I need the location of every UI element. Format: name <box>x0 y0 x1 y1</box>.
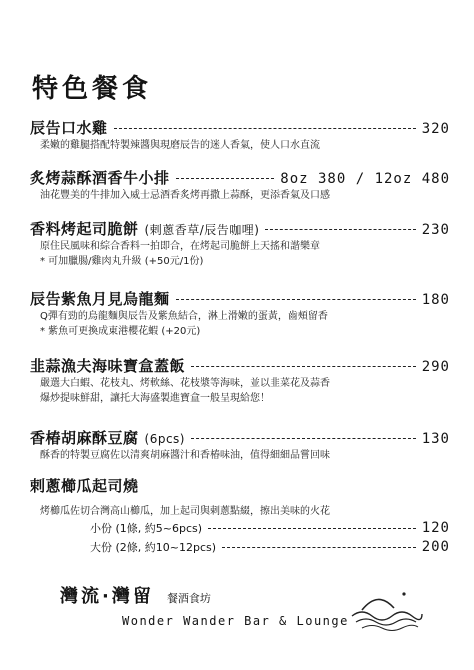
size-option <box>90 519 450 538</box>
menu-item <box>30 475 450 557</box>
menu-item-note: (剌蔥香草/辰告咖哩) <box>144 223 260 237</box>
menu-item-price: 230 <box>421 222 450 238</box>
brand-name: 灣流·灣留 <box>60 586 154 607</box>
size-price: 200 <box>421 539 450 555</box>
menu-item-title: 香椿胡麻酥豆腐 <box>30 429 139 447</box>
dotted-leader <box>222 547 416 548</box>
size-option <box>90 538 450 557</box>
menu-item-desc: * 可加臘腸/雞肉丸升級 (+50元/1份) <box>40 256 204 267</box>
brand-subtitle: 餐酒食坊 <box>166 592 211 605</box>
menu-item <box>30 288 450 339</box>
menu-item-price: 320 <box>421 121 450 137</box>
dotted-leader <box>208 528 416 529</box>
menu-item-row <box>30 355 450 376</box>
menu-item-row <box>30 167 450 188</box>
menu-item-desc: 烤櫛瓜佐切合灣高山櫛瓜，加上起司與剌蔥點綴，擦出美味的火花 <box>40 506 330 517</box>
dotted-leader <box>191 438 416 439</box>
menu-item-desc: 原住民風味和綜合香料一拍即合，在烤起司脆餅上天搖和諧樂章 <box>40 241 320 252</box>
menu-item-desc: * 紫魚可更換成東港櫻花蝦 (+20元) <box>40 326 201 337</box>
menu-item-desc: 柔嫩的雞腿搭配特製辣醬與現磨辰告的迷人香氣，使人口水直流 <box>40 140 320 151</box>
menu-item-name: 韭蒜漁夫海味寶盒蓋飯 <box>30 357 186 375</box>
menu-item-name: 炙烤蒜酥酒香牛小排 <box>30 169 170 187</box>
menu-item-desc: Q彈有勁的烏龍麵與辰告及紫魚結合，淋上滑嫩的蛋黃，齒頰留香 <box>40 311 328 322</box>
dotted-leader <box>191 366 416 367</box>
menu-item-desc: 酥香的特製豆腐佐以清爽胡麻醬汁和香椿味油，值得細細品嘗回味 <box>40 450 330 461</box>
menu-heading: 特色餐食 <box>32 74 153 104</box>
menu-item-name: 辰告紫魚月見烏龍麵 <box>30 290 170 308</box>
menu-item-desc: 爆炒提味鮮甜，讓托大海盛製進寶盒一般呈現給您！ <box>40 393 270 404</box>
wave-moon-logo-icon <box>348 582 424 634</box>
menu-item-desc: 油花豐美的牛排加入威士忌酒香炙烤再撒上蒜酥，更添香氣及口感 <box>40 190 330 201</box>
menu-item-title: 香料烤起司脆餅 <box>30 220 139 238</box>
footer-brand <box>60 582 211 608</box>
size-label: 大份 (2條, 約10~12pcs) <box>90 541 217 554</box>
menu-item <box>30 355 450 406</box>
menu-item <box>30 427 450 463</box>
menu-item-price: 130 <box>421 431 450 447</box>
menu-item-row <box>30 117 450 138</box>
dotted-leader <box>114 128 416 129</box>
menu-item-price: 290 <box>421 359 450 375</box>
menu-item-row <box>30 427 450 448</box>
menu-item-name: 剌蔥櫛瓜起司燒 <box>30 477 139 495</box>
dotted-leader <box>176 178 275 179</box>
menu-item-name <box>30 427 185 448</box>
menu-item-row <box>30 475 450 496</box>
size-price: 120 <box>421 520 450 536</box>
menu-item <box>30 117 450 153</box>
dotted-leader <box>265 229 415 230</box>
menu-item-row <box>30 288 450 309</box>
dotted-leader <box>176 299 416 300</box>
menu-item-name: 辰告口水雞 <box>30 119 108 137</box>
menu-item-price: 180 <box>421 292 450 308</box>
menu-item-name <box>30 218 259 239</box>
menu-item-desc: 嚴選大白蝦、花枝丸、烤軟絲、花枝漿等海味，並以韭菜花及蒜香 <box>40 378 330 389</box>
size-label: 小份 (1條, 約5~6pcs) <box>90 522 203 535</box>
menu-item-row <box>30 218 450 239</box>
brand-english-name: Wonder Wander Bar & Lounge <box>122 614 349 628</box>
menu-item <box>30 218 450 269</box>
menu-item <box>30 167 450 203</box>
menu-item-note: (6pcs) <box>144 432 185 446</box>
menu-item-price: 8oz 380 / 12oz 480 <box>280 171 450 187</box>
